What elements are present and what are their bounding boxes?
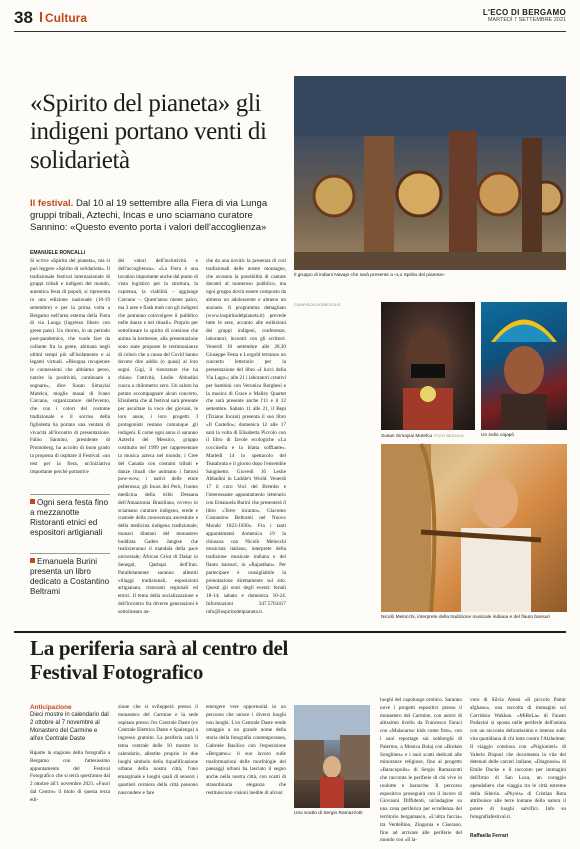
susan-photo-art: [381, 302, 475, 430]
navajo-group-photo: [294, 76, 566, 270]
second-column-b: zione che si svilupperà presso il monastero del Carmine e la sede ospitata presso l'ex Centrale Daste (ex Centrale Elettrica Daste e Spalenga) a ingresso gratuito. La periferia sarà il tema centrale delle 10 mostre in calendario, allestite proprio in due luoghi simbolo della riqualificazione urbana della nostra città, l'uno emarginale e luoghi quali di sensori i quartieri cerniera della città possono nascondere e fare: [118, 704, 198, 796]
second-kicker: Anticipazione: [30, 704, 72, 711]
navajo-photo-art: [294, 76, 566, 270]
cajapo-caption: Un indio cajapò: [481, 433, 515, 438]
indio-cajapo-photo: [481, 302, 567, 430]
section-marker: [40, 12, 42, 22]
bullet-square: [30, 558, 35, 563]
section-name: Cultura: [45, 11, 87, 25]
pull-quote-1: [30, 498, 110, 538]
bullet-square: [30, 499, 35, 504]
main-caption-text: Il gruppo di indiani Navajo che sarà presente a «Lo Spirito del pianeta»: [294, 273, 445, 278]
lead-column-3: che da una novità: la presenza di cori tradizionali delle nostre montagne, che avranno la possibilità di cantare davanti al numeroso pubblico, ma ogni gruppo dovrà essere composto da almeno un adolescente e almeno un anziano. Il programma dettagliato (www.lospiritodelpianeta.it) prevede tutte le sere, accanto alle esibizioni dei gruppi indigeni, conferenze, laboratori, incontri con gli scrittori. Venerdì 10 settembre alle 20,30 Giuseppe Festa e Lorgold terranno un concerto letterario per la presentazione del libro «I lucci della Via Lago»; alle 21 i laboratori creativi per bambini con Veronica Borghesi e la musica di Grace e Malley Quartet che sarà presente anche l'11 e il 12 settembre. Sabato 11 alle 21, il Bepi (Tiziano Incani) presenta il suo libro «Il Castello»; domenica 12 alle 17 sarà la volta di Elisabetta Piccolo con il libro di favole ecologiche «La coccinella e la blatta sofflante». Martedì 14 lo spettacolo del Teatabruta e il giorno dopo l'ensemble Sanginetto. Giovedì 16 Leslie Abbadini in Laddie's World. Venerdì 17 il coro Voci del Brembo e l'interessante appuntamento letterario con Emanuela Burini che presenterà il libro «Terre incanto». Giacomo Costantino Beltrami nel Nuovo Mondo 1823-1830». Fra i tanti appuntamenti domenica 19 la chiusura con Nicolò Melocchi musicista italiano, interprete della tradizione musicale indiana e del flauto bansuri, in «Rajasthan». Per partecipare è consigliabile la prenotazione direttamente sul sito. Questi gli orari degli eventi: feriali 18-14; sabato e domenica 10-24. Informazioni 347.5763417 info@lospiritodelpianeta.it.: [206, 258, 286, 615]
ramazzotti-photo: [294, 705, 370, 808]
lead-kicker: Il festival.: [30, 198, 74, 209]
pull-rule: [30, 553, 110, 554]
pull-quote-2: [30, 557, 110, 597]
issue-date: MARTEDÌ 7 SETTEMBRE 2021: [487, 17, 566, 23]
cajapo-photo-art: [481, 302, 567, 430]
pull-quote-2-text: Emanuela Burini presenta un libro dedicato a Costantino Beltrami: [30, 557, 110, 597]
susan-caption-text: Susan Simayiai Mutelcu: [381, 434, 433, 439]
lead-headline: «Spirito del pianeta» gli indigeni portano venti di solidarietà: [30, 90, 267, 174]
susan-caption: [381, 433, 464, 439]
second-sidebar: [30, 704, 110, 744]
susan-portrait-photo: [381, 302, 475, 430]
second-column-e: [470, 697, 566, 831]
pull-rule: [30, 494, 110, 495]
section-label: [40, 11, 87, 25]
second-headline: La periferia sarà al centro del Festival Fotografico: [30, 636, 288, 684]
lead-column-2: dei valori dell'inclusività e dell'accoglienza». «La Fiera è una location importante anche dal punto di vista logistico per la struttura, la capienza, la viabilità – aggiunge Carcano –. Quest'anno niente palco, ma 3 aree e flash mob con gli indigeni che potranno coinvolgere il pubblico nelle danze e nei rituali». Proprio per sottolineare lo spirito di coesione che anima la kermesse, alla presentazione sono state proposte le testimonianze di coloro che a causa del Covid hanno dovuto dire addio (o quasi) al loro sogni. Gigi, il ristoratore che ha chiuso l'attività, Leslie Abbadini cuoca a chilometro zero. Un saluto ha potuto accompagnare alcun concerto, Elisabetta che al festival sarà presente per ascoltare la voce dei giovani, le loro ansie, i loro progetti. I protagonisti restano comunque gli indigeni. E come ogni anno ci saranno Aztechi del Messico, gruppo costituito nel 1999 per rappresentare la musica azteca nel mondo; i Cree del Canada con costumi tribali e danze rituali che animano i famosi pow-wow, i nativi delle etnie pellerossa; gli Incas del Perù, l'uomo medicina della tribù Dessana dell'Amazzonia Brasiliana, ovvero lo sciamano curatore indigeno, erede e custode della conoscenza ancestrale e della medicina indigena tradizionale; monaci tibetani del monastero buddista Gaden Jangtse che realizzeranno il mandala della pace universale; African Griot di Dakar in Senegal, Qashqai dell'Iran. Parallelamente saranno allestiti villaggi tradizionali, esposizioni artigianato, ristoranti regionali ed etnici. Il tema della socializzazione e dell'incontro fra diverse generazioni è sottolineato an-: [118, 258, 198, 615]
second-column-a: Riparte la stagione della fotografia a Bergamo con l'attesissimo appuntamento del Festival Fotografico che si terrà quest'anno dal 2 ottobre all'1 novembre 2021. «Fuori dal Centro» il titolo di questa terza edi-: [30, 750, 110, 803]
header-rule: [14, 31, 566, 32]
paper-name: L'ECO DI BERGAMO: [482, 8, 566, 17]
second-column-e-text: voro di Silvia Alessi «Il piccolo Pamir afghano», una raccolta di immagini sul Corridoio Wakhan. «MiReLa» di Fausto Podavini si sposta nelle periferie dell'anima con un racconto delicatissimo e intenso sulla vita quotidiana di chi lotta contro l'Alzheimer. Il viaggio continua con «Prigionieri» di Valerio Bispuri che documenta la vita dei detenuti delle carceri italiane, «Diagnosis» di Emile Ducke e il racconto per immagini dell'Irmo di San Luca, un coraggio opendaliero che viaggia tra le città estreme della Siberia. «Physis» di Cristian Rota attribuisce alle terre lontane della natura il potere di luoghi salvifici. Info su fotografiafestival.it.: [470, 697, 566, 820]
melocchi-photo: [381, 444, 567, 612]
lead-column-4-body: [294, 387, 372, 615]
ramazzotti-caption: Uno scatto di Sergio Ramazzotti: [294, 811, 363, 816]
navajo-credit: CAMPIDOGLIO/BEDOLIS: [294, 302, 341, 307]
page-number: 38: [14, 8, 33, 27]
second-column-c: emergere vere opportunità in un percorso che unisce i diversi luoghi non luoghi. L'ex Centrale Daste rende omaggio a un grande nome della storia della fotografia contemporanea, Gabriele Basilico con l'esposizione «Bergamo»: il suo lavoro sulle trasformazioni delle morfologie dei paesaggi urbani ha lasciato il segno anche nella nostra città, con scatti di straordinaria eleganza che restituiscono visioni inedite di alcuni: [206, 704, 286, 796]
section-divider: [14, 631, 566, 633]
byline: EMANUELE RONCALLI: [30, 250, 86, 256]
second-side-text: Dieci mostre in calendario dal 2 ottobre al 7 novembre al Monastero del Carmine e all'ex Centrale Daste: [30, 712, 109, 742]
signature: Raffaella Ferrari: [470, 833, 509, 839]
pull-quote-1-text: Ogni sera festa fino a mezzanotte Ristoranti etnici ed espositori artigianali: [30, 498, 108, 538]
second-column-d: luoghi del capoluogo orobico. Saranno nove i progetti espositivi presso il monastero del Carmine, con autori di altissimo livello da Francesco Faraci con «Malacarne: kids come first», con i suoi reportage sui sobborghi di Palermo, a Monica Bulaj con «Broken Songlines» e i suoi scatti dedicati alle minoranze religiose, fino al progetto «Baracopolis» di Sergio Ramazzotti che racconta le periferie di chi vive in roulotte e baracche. Il percorso espositivo proseguirà con il lavoro di Giovanni Diffidenti, un'indagine su una zona periferica per eccellenza del territorio bergamasco, «L'ultra faccia» tra Verdellino, Zingonia e Ciserano, fino ad arrivare alle periferie del mondo con «Il la-: [380, 697, 462, 844]
lead-deck-text: Dal 10 al 19 settembre alla Fiera di via Lunga gruppi tribali, Aztechi, Incas e uno sciamano curatore Sannino: «Questo evento porta i valori dell'accoglienza»: [30, 198, 268, 234]
ramazzotti-photo-art: [294, 705, 370, 808]
susan-credit: FOTO BEDOLIS: [434, 433, 464, 438]
lead-column-1: Si scrive «Spirito del pianeta», ma si può leggere «Spirito di solidarietà». Il tradizionale festival internazionale di gruppi tribali e indigeni del mondo, autentica festa di popoli, si ripresenta in una edizione nazionale (10-19 settembre) e per la prima volta a Bergamo nell'area esterna della Fiera di via Lunga (ingresso libero con green pass). Un ritorno, in un periodo post-pandemico, che vuole fare da collante fra la gente, abituata negli ultimi tempi più all'isolamento e ai legami virtuali. «Bisogna recuperare le connessioni che abbiamo perso, nutrire la positività, continuare a sognare», dice Susan Simayiai Mutelcu, moglie masai di Ivano Carcano, organizzatore dell'evento, che con i colori del costume tradizionale e il sorriso della figlioletta ha portato una ventata di vivacità all'incontro di presentazione. Fabio Sannino, presidente di Promoberg, ha accolto di buon grado la proposta di ospitare il Festival: «un test per la fiera, un'iniziativa importante perché portatrice: [30, 258, 110, 475]
melocchi-caption: Nicolò Melocchi, interprete della tradizione musicale indiana e del flauto bansuri: [381, 615, 551, 620]
lead-deck: [30, 198, 292, 234]
melocchi-photo-art: [381, 444, 567, 612]
lead-column-4: [294, 302, 372, 387]
masthead: [483, 8, 566, 23]
main-photo-caption: [294, 273, 566, 278]
